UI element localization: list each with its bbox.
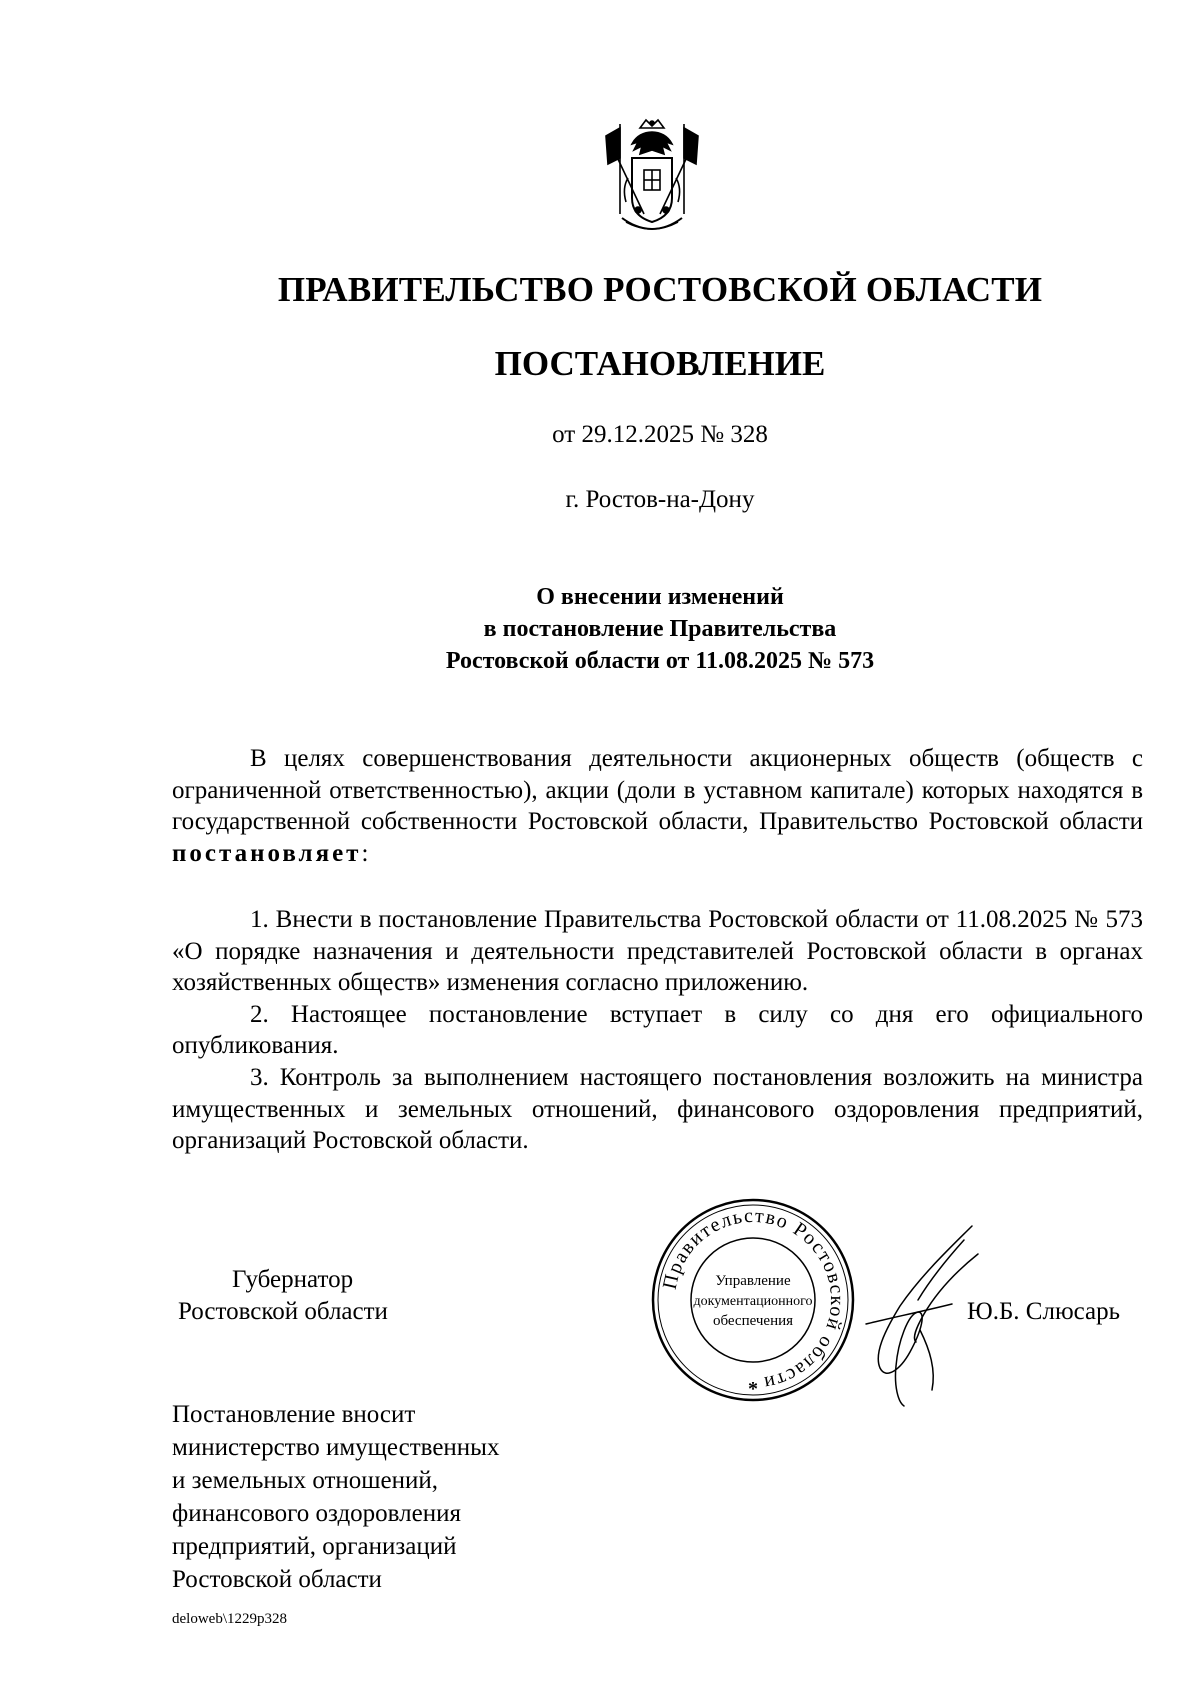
introduced-by-line: финансового оздоровления [172, 1500, 461, 1527]
introduced-by-line: предприятий, организаций [172, 1533, 457, 1560]
document-subject [0, 581, 1200, 677]
organization-title: ПРАВИТЕЛЬСТВО РОСТОВСКОЙ ОБЛАСТИ [277, 270, 1043, 309]
document-footer-reference: deloweb\1229p328 [172, 1611, 287, 1627]
stamp-center-line: документационного [693, 1294, 813, 1309]
stamp-ring-text: Правительство Ростовской области [658, 1204, 849, 1395]
preamble-emphasis: постановляет [172, 839, 362, 867]
introduced-by-line: Ростовской области [172, 1566, 382, 1593]
introduced-by-line: министерство имущественных [172, 1434, 500, 1461]
resolution-item: 3. Контроль за выполнением настоящего постановления возложить на министра имущественных и земельных отношений, финансового оздоровления предприятий, организаций Ростовской области. [172, 1063, 1143, 1155]
signer-title-line: Ростовской области [178, 1298, 388, 1325]
signer-name: Ю.Б. Слюсарь [967, 1298, 1121, 1325]
resolution-items [172, 904, 1143, 1157]
coat-of-arms-icon [600, 118, 704, 242]
document-date-number: от 29.12.2025 № 328 [552, 421, 768, 448]
signer-title-line: Губернатор [232, 1266, 354, 1293]
subject-line: в постановление Правительства [483, 616, 837, 642]
preamble-paragraph [172, 743, 1143, 869]
resolution-item: 1. Внести в постановление Правительства Ростовской области от 11.08.2025 № 573 «О порядке назначения и деятельности представителей Ростовской области в органах хозяйственных обществ» изменения согласно приложению. [172, 906, 1143, 997]
document-type: ПОСТАНОВЛЕНИЕ [494, 344, 826, 383]
introduced-by-line: и земельных отношений, [172, 1467, 439, 1494]
stamp-center-line: Управление [715, 1273, 791, 1289]
official-stamp [648, 1195, 858, 1405]
subject-line: Ростовской области от 11.08.2025 № 573 [445, 648, 875, 674]
preamble-text: В целях совершенствования деятельности акционерных обществ (обществ с ограниченной ответственностью), акции (доли в уставном капитале) которых находятся в государственной собственности Ростовской области, Правительство Ростовской области [172, 745, 1143, 836]
subject-line: О внесении изменений [536, 584, 784, 610]
introduced-by-line: Постановление вносит [172, 1401, 416, 1428]
stamp-star-mark: * [748, 1378, 758, 1400]
introduced-by-block [172, 1398, 499, 1596]
resolution-item: 2. Настоящее постановление вступает в силу со дня его официального опубликования. [172, 1000, 1143, 1060]
signer-title [178, 1264, 388, 1328]
document-city: г. Ростов-на-Дону [565, 486, 755, 513]
handwritten-signature [860, 1220, 980, 1420]
stamp-center-line: обеспечения [712, 1313, 794, 1329]
preamble-tail: : [361, 839, 369, 867]
